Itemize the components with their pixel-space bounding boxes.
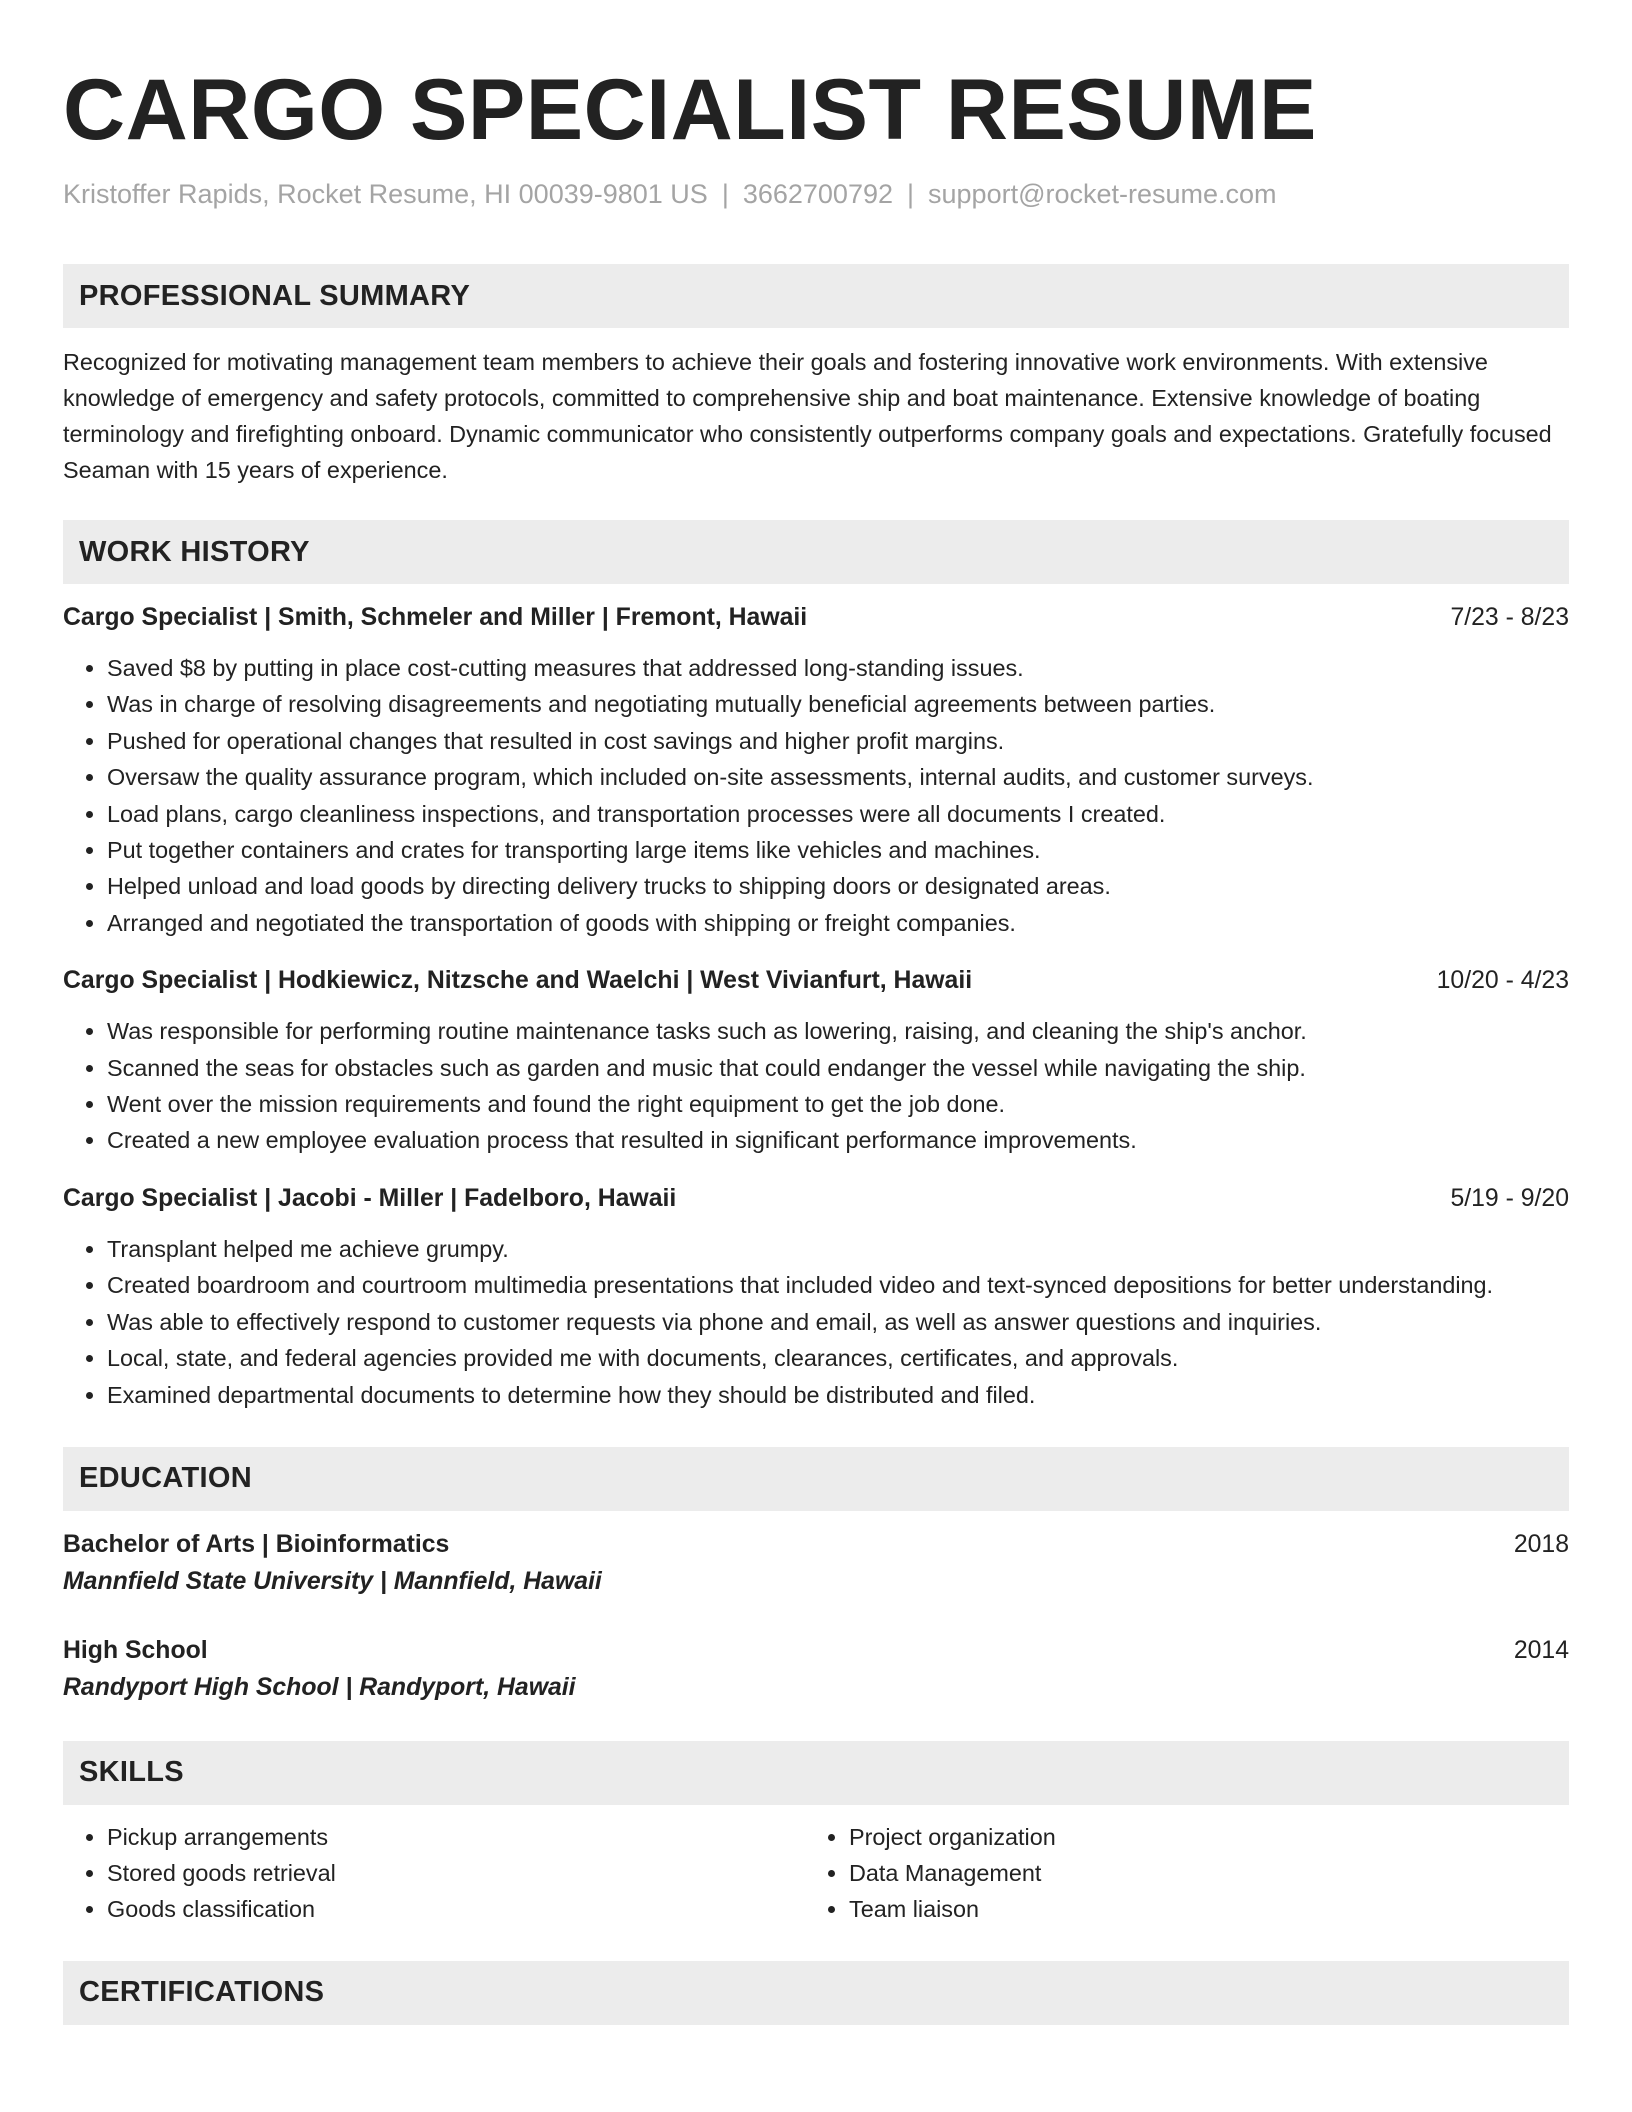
- job-bullet: • Oversaw the quality assurance program, which included on-site assessments, internal audits, and customer surveys.: [107, 759, 1569, 795]
- job-bullet: • Put together containers and crates for transporting large items like vehicles and machines.: [107, 832, 1569, 868]
- job-header: [63, 1181, 1569, 1217]
- education-entry: [63, 1527, 1569, 1601]
- job-bullet: • Pushed for operational changes that resulted in cost savings and higher profit margins.: [107, 723, 1569, 759]
- contact-phone: 3662700792: [742, 179, 893, 209]
- job-bullet: • Examined departmental documents to determine how they should be distributed and filed.: [107, 1377, 1569, 1413]
- job-bullet: • Created a new employee evaluation process that resulted in significant performance improvements.: [107, 1122, 1569, 1158]
- job-bullet: • Load plans, cargo cleanliness inspections, and transportation processes were all documents I created.: [107, 796, 1569, 832]
- education-header: [63, 1527, 1569, 1563]
- skill-item: • Pickup arrangements: [107, 1819, 805, 1855]
- job-dates: 10/20 - 4/23: [1436, 967, 1569, 995]
- job-bullet: • Arranged and negotiated the transportation of goods with shipping or freight companies.: [107, 905, 1569, 941]
- education-year: 2018: [1513, 1530, 1569, 1558]
- job-title: Cargo Specialist | Jacobi - Miller | Fadelboro, Hawaii: [63, 1184, 677, 1212]
- job-bullet: • Was able to effectively respond to customer requests via phone and email, as well as answer questions and inquiries.: [107, 1304, 1569, 1340]
- resume-title: CARGO SPECIALIST RESUME: [63, 62, 1317, 158]
- skill-item: • Data Management: [849, 1855, 1547, 1891]
- job-bullets: [63, 650, 1569, 941]
- job-bullet: • Helped unload and load goods by directing delivery trucks to shipping doors or designated areas.: [107, 868, 1569, 904]
- job-bullet: • Local, state, and federal agencies provided me with documents, clearances, certificates, and approvals.: [107, 1340, 1569, 1376]
- skill-item: • Stored goods retrieval: [107, 1855, 805, 1891]
- job-title: Cargo Specialist | Hodkiewicz, Nitzsche and Waelchi | West Vivianfurt, Hawaii: [63, 967, 973, 995]
- job-bullets: [63, 1231, 1569, 1413]
- job-entry: [63, 963, 1569, 1159]
- contact-separator: |: [721, 179, 729, 209]
- summary-text: Recognized for motivating management team members to achieve their goals and fostering innovative work environments. With extensive knowledge of emergency and safety protocols, committed to comprehensive ship and boat maintenance. Extensive knowledge of boating terminology and firefighting onboard. Dynamic communicator who consistently outperforms company goals and expectations. Gratefully focused Seaman with 15 years of experience.: [63, 349, 1552, 483]
- job-header: [63, 963, 1569, 999]
- section-heading: EDUCATION: [63, 1447, 1569, 1511]
- education-header: [63, 1633, 1569, 1669]
- skills-columns: [63, 1819, 1569, 1927]
- job-entry: [63, 600, 1569, 941]
- job-dates: 7/23 - 8/23: [1450, 604, 1569, 631]
- section-heading: PROFESSIONAL SUMMARY: [63, 264, 1569, 328]
- education-entry: [63, 1633, 1569, 1707]
- education-school: Mannfield State University | Mannfield, Hawaii: [63, 1567, 602, 1595]
- education-degree: Bachelor of Arts | Bioinformatics: [63, 1530, 450, 1558]
- summary-section: [63, 264, 1569, 488]
- job-bullet: • Scanned the seas for obstacles such as garden and music that could endanger the vessel while navigating the ship.: [107, 1050, 1569, 1086]
- work-history-section: [63, 520, 1569, 1413]
- education-section: [63, 1447, 1569, 1707]
- job-title: Cargo Specialist | Smith, Schmeler and Miller | Fremont, Hawaii: [63, 604, 808, 631]
- skills-list-left: [63, 1819, 805, 1927]
- job-bullet: • Transplant helped me achieve grumpy.: [107, 1231, 1569, 1267]
- job-bullet: • Created boardroom and courtroom multimedia presentations that included video and text-synced depositions for better understanding.: [107, 1267, 1569, 1303]
- skill-item: • Goods classification: [107, 1891, 805, 1927]
- job-dates: 5/19 - 9/20: [1450, 1184, 1569, 1212]
- skills-section: [63, 1741, 1569, 1927]
- contact-separator: |: [907, 179, 915, 209]
- skill-item: • Team liaison: [849, 1891, 1547, 1927]
- section-heading: SKILLS: [63, 1741, 1569, 1805]
- contact-line: [63, 176, 1569, 212]
- certifications-section: [63, 1961, 1569, 2025]
- education-degree: High School: [63, 1636, 208, 1664]
- job-header: [63, 600, 1569, 636]
- job-bullets: [63, 1013, 1569, 1159]
- education-year: 2014: [1513, 1636, 1569, 1664]
- education-school: Randyport High School | Randyport, Hawaii: [63, 1673, 576, 1701]
- job-bullet: • Saved $8 by putting in place cost-cutting measures that addressed long-standing issues.: [107, 650, 1569, 686]
- job-entry: [63, 1181, 1569, 1413]
- skill-item: • Project organization: [849, 1819, 1547, 1855]
- job-bullet: • Was in charge of resolving disagreements and negotiating mutually beneficial agreements between parties.: [107, 686, 1569, 722]
- contact-address: Kristoffer Rapids, Rocket Resume, HI 00039-9801 US: [63, 179, 708, 209]
- contact-email: support@rocket-resume.com: [928, 179, 1277, 209]
- job-bullet: • Was responsible for performing routine maintenance tasks such as lowering, raising, and cleaning the ship's anchor.: [107, 1013, 1569, 1049]
- section-heading: CERTIFICATIONS: [63, 1961, 1569, 2025]
- section-heading: WORK HISTORY: [63, 520, 1569, 584]
- skills-list-right: [805, 1819, 1547, 1927]
- job-bullet: • Went over the mission requirements and found the right equipment to get the job done.: [107, 1086, 1569, 1122]
